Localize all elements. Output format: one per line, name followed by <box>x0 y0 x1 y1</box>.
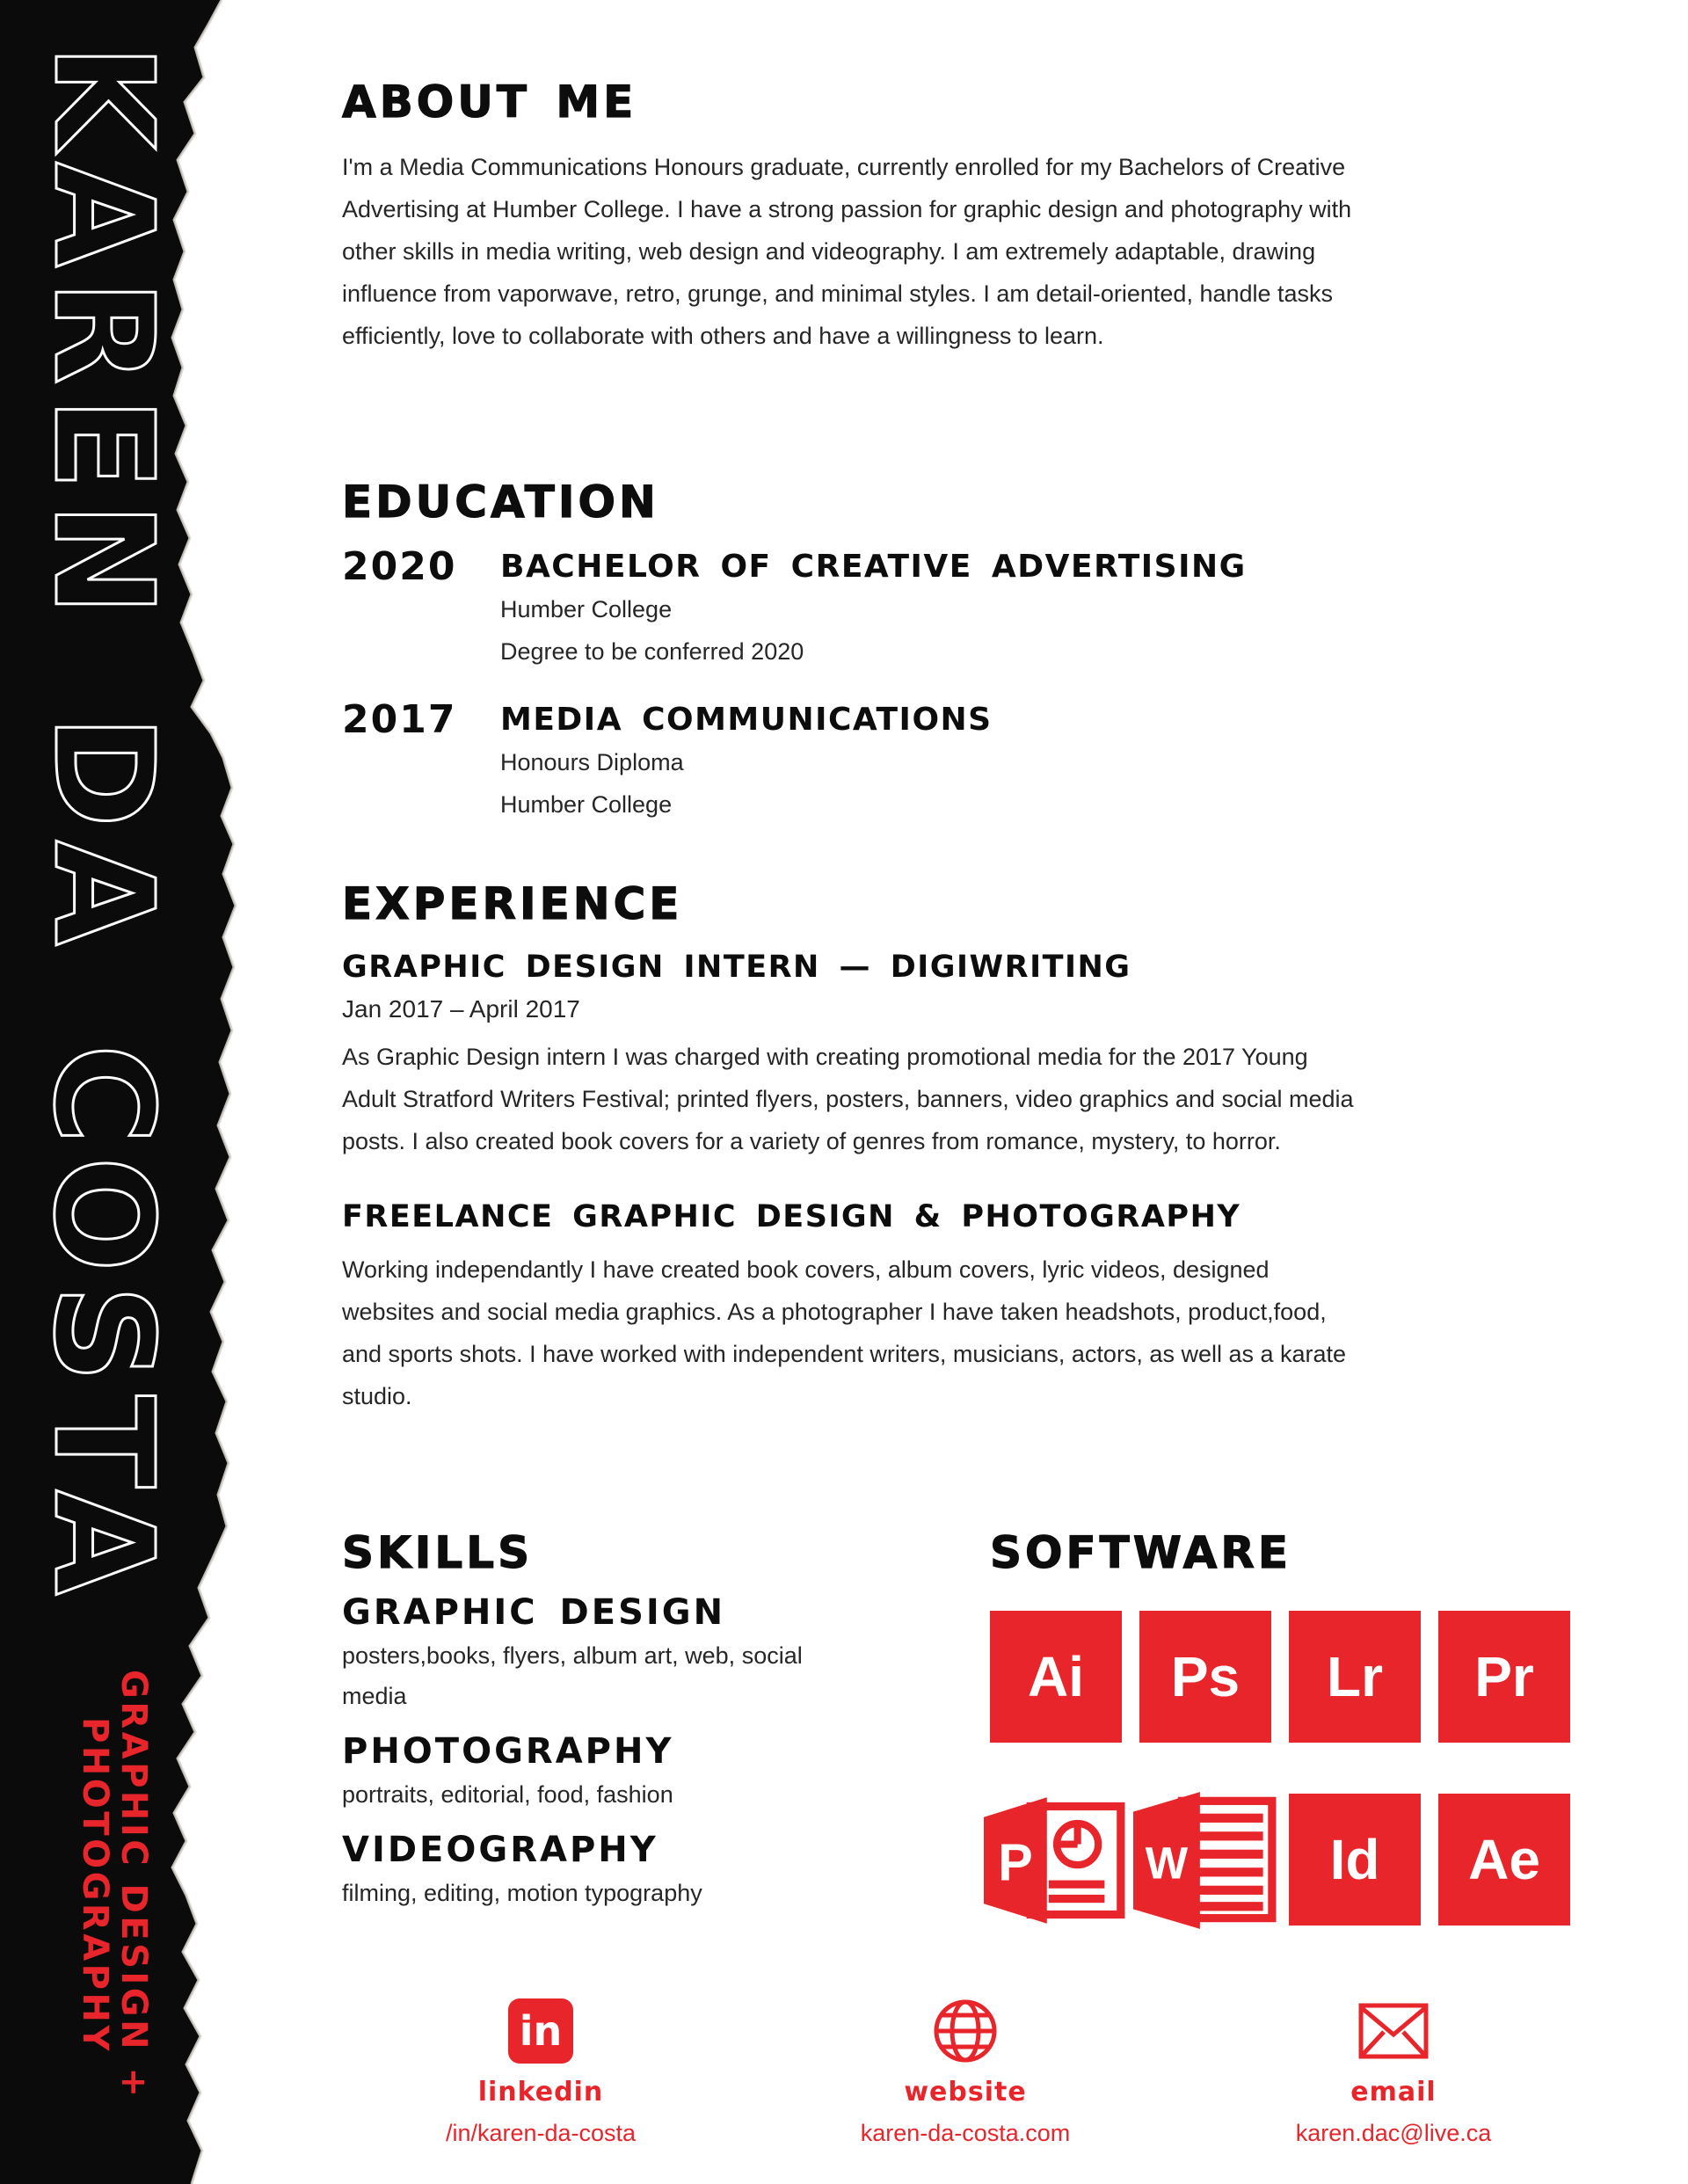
tile-label: Ai <box>1028 1645 1084 1708</box>
tile-label: Ae <box>1468 1828 1540 1891</box>
skill-item <box>342 1831 869 1913</box>
footer-linkedin <box>365 1994 717 2147</box>
education-year: 2020 <box>342 544 457 589</box>
education-detail-line: Degree to be conferred 2020 <box>500 638 804 665</box>
linkedin-handle[interactable]: /in/karen-da-costa <box>445 2120 637 2146</box>
software-section <box>990 1527 1605 1926</box>
job-description: Working independantly I have created book covers, album covers, lyric videos, designed websites and social media graphics. As a photographer I have taken headshots, product,food, and sports shots. I have worked with independent writers, musicians, actors, as well as a karate studio. <box>342 1256 1347 1409</box>
footer-website <box>789 1994 1141 2147</box>
tile-label: Ps <box>1170 1645 1241 1708</box>
education-year: 2017 <box>342 697 457 742</box>
linkedin-label: linkedin <box>477 2077 604 2108</box>
job-date: Jan 2017 – April 2017 <box>342 995 580 1023</box>
tile-label: Id <box>1329 1828 1380 1891</box>
education-detail-line: Humber College <box>500 791 673 818</box>
education-details <box>500 699 1309 826</box>
experience-section <box>342 878 1379 1417</box>
tagline-line-2: PHOTOGRAPHY <box>75 1716 115 2054</box>
photoshop-icon <box>1139 1611 1271 1743</box>
lightroom-icon <box>1289 1611 1421 1743</box>
education-degree-title: BACHELOR OF CREATIVE ADVERTISING <box>500 549 1247 585</box>
education-degree-title: MEDIA COMMUNICATIONS <box>500 702 993 738</box>
indesign-icon <box>1289 1794 1421 1926</box>
website-url[interactable]: karen-da-costa.com <box>860 2120 1071 2146</box>
about-section <box>342 76 1379 357</box>
illustrator-icon <box>990 1611 1122 1743</box>
skills-section <box>342 1527 869 1913</box>
tile-label: Lr <box>1327 1645 1383 1708</box>
skill-title: VIDEOGRAPHY <box>342 1830 658 1870</box>
experience-job <box>342 1198 1379 1417</box>
word-letter: W <box>1145 1838 1189 1889</box>
premiere-icon <box>1438 1611 1570 1743</box>
tagline-line-1: GRAPHIC DESIGN + <box>113 1670 154 2100</box>
email-icon[interactable] <box>1358 2003 1429 2059</box>
powerpoint-icon <box>990 1794 1122 1926</box>
about-body: I'm a Media Communications Honours graduate, currently enrolled for my Bachelors of Creative Advertising at Humber College. I have a strong passion for graphic design and photography with other skills in media writing, web design and videography. I am extremely adaptable, drawing influence from vaporwave, retro, grunge, and minimal styles. I am detail-oriented, handle tasks efficiently, love to collaborate with others and have a willingness to learn. <box>342 154 1352 349</box>
skill-title: PHOTOGRAPHY <box>342 1731 674 1772</box>
linkedin-icon[interactable] <box>508 1998 573 2064</box>
skill-description: portraits, editorial, food, fashion <box>342 1781 673 1808</box>
software-tile-row <box>990 1611 1605 1743</box>
aftereffects-icon <box>1438 1794 1570 1926</box>
powerpoint-letter: P <box>998 1832 1033 1892</box>
education-section <box>342 479 1309 826</box>
education-heading: EDUCATION <box>342 477 659 528</box>
software-heading: SOFTWARE <box>990 1527 1292 1578</box>
email-address[interactable]: karen.dac@live.ca <box>1295 2120 1492 2146</box>
education-detail-line: Humber College <box>500 596 673 622</box>
skill-item <box>342 1593 869 1716</box>
education-details <box>500 546 1309 673</box>
software-tile-row <box>990 1794 1605 1926</box>
footer-email <box>1218 1994 1569 2147</box>
candidate-name-vertical: KAREN DA COSTA <box>24 44 183 1608</box>
skill-item <box>342 1732 869 1815</box>
skill-description: filming, editing, motion typography <box>342 1880 702 1906</box>
tagline-vertical <box>76 1669 153 2101</box>
skills-heading: SKILLS <box>342 1527 534 1578</box>
experience-heading: EXPERIENCE <box>342 878 683 929</box>
education-detail-line: Honours Diploma <box>500 749 684 775</box>
job-description: As Graphic Design intern I was charged with creating promotional media for the 2017 Young Adult Stratford Writers Festival; printed flyers, posters, banners, video graphics and social media posts. I also created book covers for a variety of genres from romance, mystery, to horror. <box>342 1044 1354 1154</box>
education-entry <box>342 546 1309 673</box>
job-title: FREELANCE GRAPHIC DESIGN & PHOTOGRAPHY <box>342 1199 1241 1234</box>
skill-title: GRAPHIC DESIGN <box>342 1592 726 1633</box>
globe-icon[interactable] <box>931 1997 1000 2065</box>
linkedin-glyph: in <box>519 2007 563 2055</box>
job-title: GRAPHIC DESIGN INTERN — DIGIWRITING <box>342 950 1131 985</box>
word-icon <box>1139 1794 1271 1926</box>
email-label: email <box>1350 2077 1437 2108</box>
education-entry <box>342 699 1309 826</box>
about-heading: ABOUT ME <box>342 76 637 127</box>
experience-job <box>342 948 1379 1162</box>
website-label: website <box>904 2077 1027 2108</box>
tile-label: Pr <box>1474 1645 1534 1708</box>
skill-description: posters,books, flyers, album art, web, social media <box>342 1642 803 1709</box>
